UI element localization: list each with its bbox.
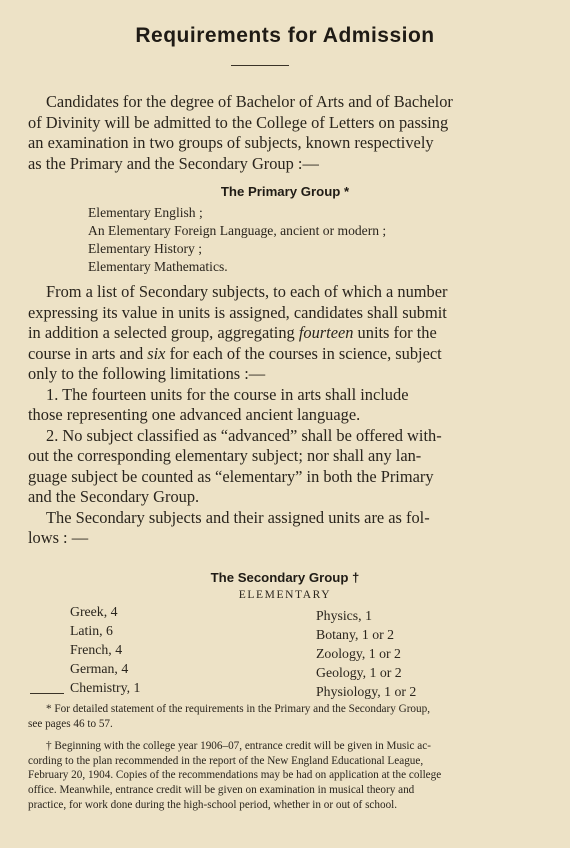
footnote-line: * For detailed statement of the requirements in the Primary and the Secondary Group, — [46, 703, 430, 715]
intro-line: Candidates for the degree of Bachelor of Arts and of Bachelor — [46, 92, 453, 111]
para-line — [28, 323, 526, 344]
footnote-rule — [30, 693, 64, 694]
title-rule — [231, 65, 289, 66]
emphasis-fourteen: fourteen — [298, 323, 354, 342]
footnote-line: practice, for work done during the high-school period, whether in or out of school. — [28, 798, 398, 811]
subject-right: Physiology, 1 or 2 — [316, 684, 417, 699]
subject-left: Chemistry, 1 — [70, 680, 141, 695]
primary-item: Elementary History ; — [88, 241, 203, 256]
limitation-2: 2. No subject classified as “advanced” shall be offered with- — [46, 425, 442, 445]
subject-right: Physics, 1 — [316, 608, 372, 623]
secondary-paragraph — [28, 282, 526, 549]
page-title: Requirements for Admission — [135, 24, 435, 47]
subject-right: Botany, 1 or 2 — [316, 627, 395, 642]
footnotes — [28, 702, 528, 812]
para-line — [28, 344, 526, 365]
elementary-subheading: ELEMENTARY — [238, 589, 332, 601]
footnote-line: office. Meanwhile, entrance credit will be given on examination in musical theory and — [28, 783, 415, 796]
primary-group-heading: The Primary Group * — [220, 184, 350, 199]
para-line: those representing one advanced ancient language. — [28, 405, 361, 424]
emphasis-six: six — [147, 343, 166, 363]
para-line: only to the following limitations :— — [28, 364, 266, 383]
footnote-line: February 20, 1904. Copies of the recommendations may be had on application at the college — [28, 769, 442, 782]
para-line: guage subject be counted as “elementary” in both the Primary — [28, 466, 434, 486]
primary-item: Elementary Mathematics. — [88, 259, 228, 274]
intro-paragraph — [28, 92, 526, 174]
para-text: course in arts and — [28, 343, 148, 363]
para-line: and the Secondary Group. — [28, 487, 200, 506]
subject-left: French, 4 — [70, 642, 123, 657]
subject-right: Geology, 1 or 2 — [316, 665, 402, 680]
limitation-1: 1. The fourteen units for the course in arts shall include — [46, 384, 409, 404]
footnote-line: see pages 46 to 57. — [28, 717, 113, 730]
subject-right: Zoology, 1 or 2 — [316, 646, 401, 661]
para-line: The Secondary subjects and their assigned units are as fol- — [46, 507, 430, 527]
para-line: From a list of Secondary subjects, to each of which a number — [46, 282, 448, 301]
footnote-line: cording to the plan recommended in the report of the New England Educational League, — [28, 754, 424, 767]
para-line: lows : — — [28, 528, 89, 547]
subject-left: Latin, 6 — [70, 623, 113, 638]
intro-line: of Divinity will be admitted to the College of Letters on passing — [28, 112, 449, 132]
intro-line: as the Primary and the Secondary Group :— — [28, 153, 319, 173]
para-text: in addition a selected group, aggregating — [28, 323, 299, 342]
secondary-group-heading: The Secondary Group † — [210, 570, 360, 585]
para-text: for each of the courses in science, subject — [165, 343, 442, 363]
footnote-line: † Beginning with the college year 1906–07, entrance credit will be given in Music ac- — [46, 740, 431, 753]
subject-left: German, 4 — [70, 661, 129, 676]
primary-item: An Elementary Foreign Language, ancient or modern ; — [88, 223, 387, 238]
subject-left: Greek, 4 — [70, 604, 118, 619]
primary-item: Elementary English ; — [88, 205, 203, 220]
para-text: units for the — [353, 323, 437, 342]
para-line: out the corresponding elementary subject; nor shall any lan- — [28, 446, 422, 465]
intro-line: an examination in two groups of subjects, known respectively — [28, 133, 434, 152]
para-line: expressing its value in units is assigned, candidates shall submit — [28, 302, 447, 322]
